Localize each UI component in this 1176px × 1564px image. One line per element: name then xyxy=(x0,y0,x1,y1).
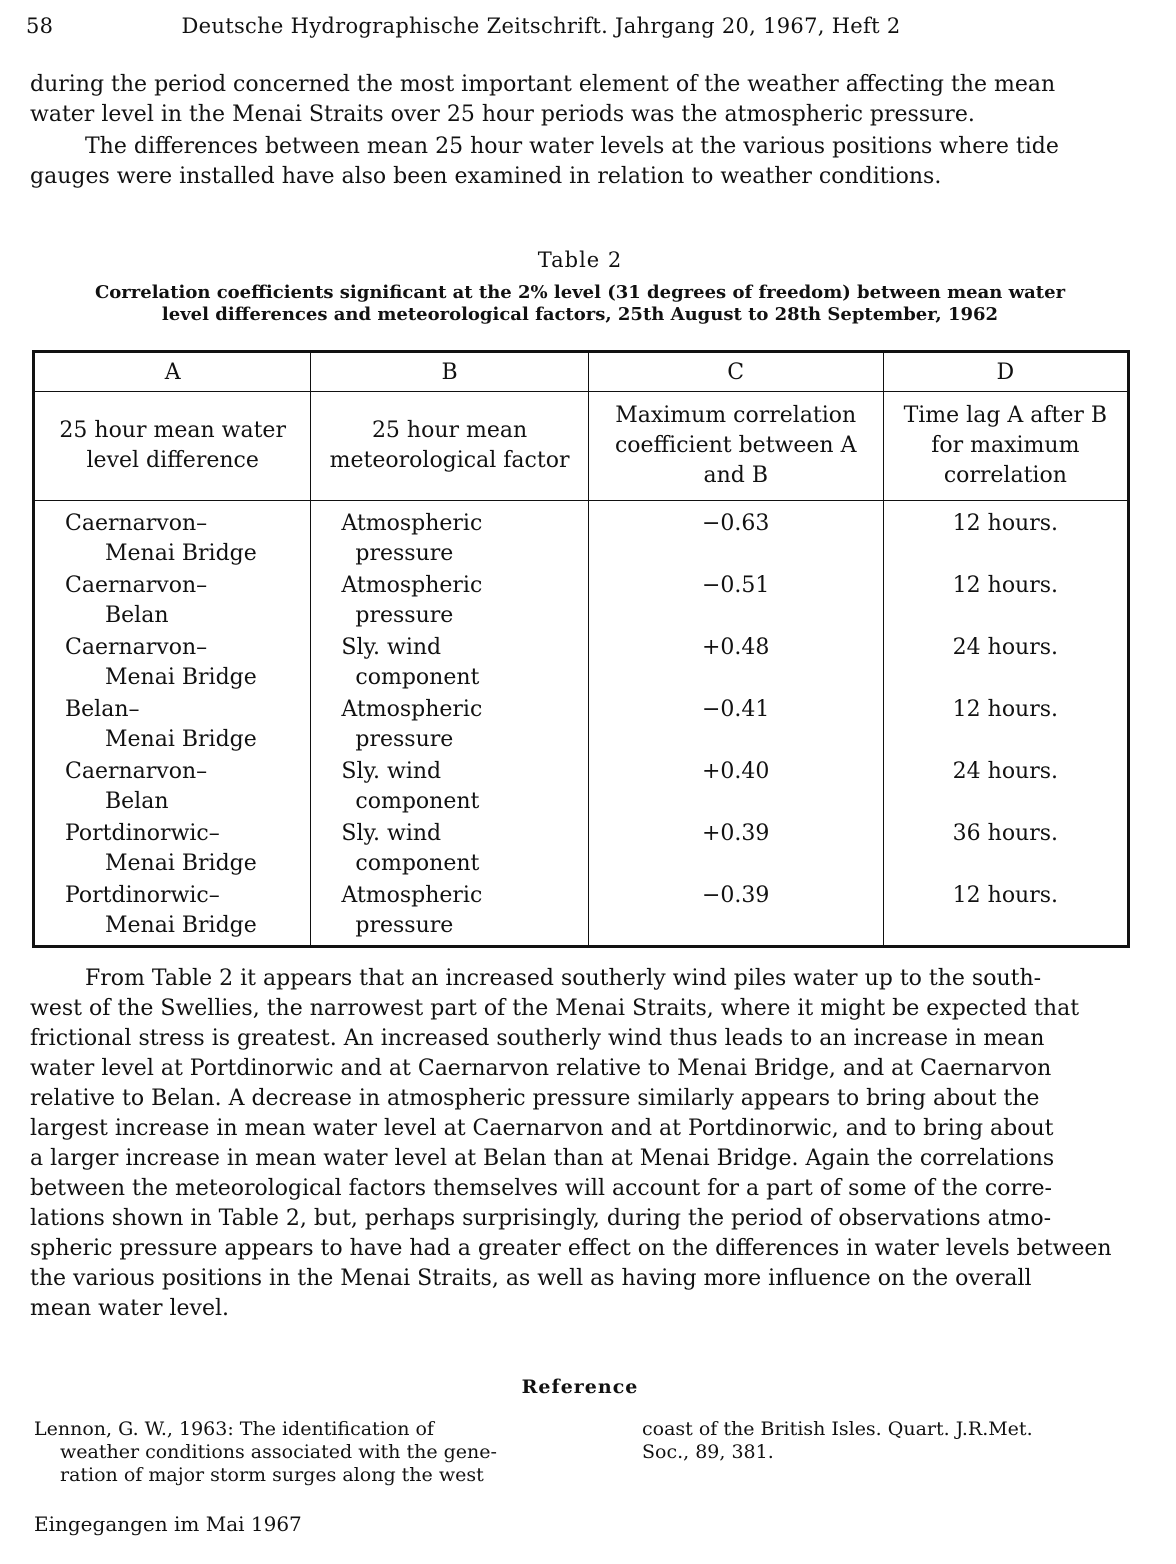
cell-correlation-coefficient xyxy=(588,501,883,571)
cell-text: 12 hours. xyxy=(952,573,1059,598)
text-line: a larger increase in mean water level at Belan than at Menai Bridge. Again the correlations xyxy=(30,1146,1055,1171)
cell-text: Atmospheric xyxy=(341,883,483,908)
cell-water-level-difference xyxy=(34,501,311,571)
cell-meteorological-factor xyxy=(311,818,588,880)
intro-paragraph-1 xyxy=(30,70,1130,130)
cell-meteorological-factor xyxy=(311,570,588,632)
cell-text: +0.48 xyxy=(702,635,770,660)
cell-water-level-difference xyxy=(34,756,311,818)
column-letter-a: A xyxy=(34,352,311,392)
cell-meteorological-factor xyxy=(311,694,588,756)
cell-correlation-coefficient xyxy=(588,818,883,880)
table-row xyxy=(34,501,1129,571)
reference-heading: Reference xyxy=(521,1376,639,1398)
column-header-a: 25 hour mean water level difference xyxy=(34,392,311,501)
cell-text: 12 hours. xyxy=(952,511,1059,536)
cell-text: pressure xyxy=(355,541,454,566)
cell-text: Atmospheric xyxy=(341,511,483,536)
cell-correlation-coefficient xyxy=(588,694,883,756)
cell-text: 12 hours. xyxy=(952,697,1059,722)
cell-text: +0.40 xyxy=(702,759,770,784)
cell-text: pressure xyxy=(355,727,454,752)
cell-text: 12 hours. xyxy=(952,883,1059,908)
text-line: lations shown in Table 2, but, perhaps surprisingly, during the period of observations atmo- xyxy=(30,1206,1052,1231)
cell-correlation-coefficient xyxy=(588,632,883,694)
column-letter-c: C xyxy=(588,352,883,392)
reference-line: weather conditions associated with the gene- xyxy=(60,1441,497,1463)
cell-text: Caernarvon– xyxy=(65,759,208,784)
reference-line: Soc., 89, 381. xyxy=(642,1441,774,1463)
text-line: between the meteorological factors themselves will account for a part of some of the corre- xyxy=(30,1176,1052,1201)
column-header-b: 25 hour mean meteorological factor xyxy=(311,392,588,501)
table-row xyxy=(34,570,1129,632)
cell-text: 36 hours. xyxy=(952,821,1059,846)
table-header-row xyxy=(34,392,1129,501)
table-body xyxy=(34,501,1129,947)
cell-text: component xyxy=(355,665,480,690)
cell-text: Atmospheric xyxy=(341,573,483,598)
text-line: relative to Belan. A decrease in atmospheric pressure similarly appears to bring about the xyxy=(30,1086,1040,1111)
column-letter-b: B xyxy=(311,352,588,392)
reference-line: Lennon, G. W., 1963: The identification of xyxy=(34,1418,434,1440)
cell-water-level-difference xyxy=(34,880,311,947)
cell-text: pressure xyxy=(355,913,454,938)
table-row xyxy=(34,694,1129,756)
cell-text: −0.39 xyxy=(702,883,770,908)
cell-text: Caernarvon– xyxy=(65,573,208,598)
table-row xyxy=(34,632,1129,694)
cell-text: 24 hours. xyxy=(952,759,1059,784)
cell-meteorological-factor xyxy=(311,880,588,947)
cell-text: Menai Bridge xyxy=(105,913,257,938)
text-line: The differences between mean 25 hour water levels at the various positions where tide xyxy=(85,134,1059,159)
cell-text: Menai Bridge xyxy=(105,851,257,876)
cell-time-lag xyxy=(883,756,1128,818)
intro-paragraph-2 xyxy=(30,132,1130,192)
body-paragraph xyxy=(30,964,1130,1324)
cell-time-lag xyxy=(883,501,1128,571)
cell-time-lag xyxy=(883,570,1128,632)
cell-text: Belan– xyxy=(65,697,140,722)
received-date: Eingegangen im Mai 1967 xyxy=(34,1512,302,1536)
cell-text: component xyxy=(355,851,480,876)
cell-time-lag xyxy=(883,632,1128,694)
cell-correlation-coefficient xyxy=(588,880,883,947)
cell-meteorological-factor xyxy=(311,756,588,818)
text-line: mean water level. xyxy=(30,1296,230,1321)
cell-text: pressure xyxy=(355,603,454,628)
table-row xyxy=(34,756,1129,818)
table-subtitle xyxy=(30,282,1130,326)
cell-text: Menai Bridge xyxy=(105,541,257,566)
cell-water-level-difference xyxy=(34,694,311,756)
text-line: the various positions in the Menai Straits, as well as having more influence on the overall xyxy=(30,1266,1032,1291)
cell-meteorological-factor xyxy=(311,632,588,694)
reference-line: coast of the British Isles. Quart. J.R.Met. xyxy=(642,1418,1033,1440)
cell-time-lag xyxy=(883,880,1128,947)
cell-text: Atmospheric xyxy=(341,697,483,722)
cell-text: Portdinorwic– xyxy=(65,821,220,846)
running-header xyxy=(26,14,956,38)
text-line: spheric pressure appears to have had a greater effect on the differences in water levels between xyxy=(30,1236,1112,1261)
column-header-c: Maximum correlation coefficient between A and B xyxy=(588,392,883,501)
reference-line: ration of major storm surges along the west xyxy=(60,1464,484,1486)
cell-text: −0.51 xyxy=(702,573,770,598)
text-line: water level at Portdinorwic and at Caernarvon relative to Menai Bridge, and at Caernarvon xyxy=(30,1056,1052,1081)
cell-correlation-coefficient xyxy=(588,756,883,818)
cell-time-lag xyxy=(883,694,1128,756)
table-letter-row xyxy=(34,352,1129,392)
cell-text: 24 hours. xyxy=(952,635,1059,660)
table-row xyxy=(34,818,1129,880)
table-subtitle-line: Correlation coefficients significant at the 2% level (31 degrees of freedom) between mean water xyxy=(94,282,1066,303)
cell-meteorological-factor xyxy=(311,501,588,571)
reference-left-column xyxy=(34,1418,582,1487)
cell-water-level-difference xyxy=(34,818,311,880)
cell-time-lag xyxy=(883,818,1128,880)
journal-title: Deutsche Hydrographische Zeitschrift. Jahrgang 20, 1967, Heft 2 xyxy=(181,14,901,38)
table-subtitle-line: level differences and meteorological factors, 25th August to 28th September, 1962 xyxy=(161,304,999,325)
table-row xyxy=(34,880,1129,947)
text-line: during the period concerned the most important element of the weather affecting the mean xyxy=(30,72,1056,97)
reference-right-column xyxy=(642,1418,1132,1464)
table-title: Table 2 xyxy=(537,248,623,272)
column-letter-d: D xyxy=(883,352,1128,392)
cell-text: Menai Bridge xyxy=(105,665,257,690)
text-line: frictional stress is greatest. An increased southerly wind thus leads to an increase in mean xyxy=(30,1026,1045,1051)
cell-text: +0.39 xyxy=(702,821,770,846)
cell-text: Sly. wind xyxy=(341,821,442,846)
text-line: water level in the Menai Straits over 25 hour periods was the atmospheric pressure. xyxy=(30,102,975,127)
cell-text: Caernarvon– xyxy=(65,511,208,536)
text-line: largest increase in mean water level at Caernarvon and at Portdinorwic, and to bring about xyxy=(30,1116,1054,1141)
cell-text: Sly. wind xyxy=(341,635,442,660)
cell-text: Sly. wind xyxy=(341,759,442,784)
cell-text: −0.41 xyxy=(702,697,770,722)
column-header-d: Time lag A after B for maximum correlation xyxy=(883,392,1128,501)
cell-text: Caernarvon– xyxy=(65,635,208,660)
cell-text: Portdinorwic– xyxy=(65,883,220,908)
cell-text: Belan xyxy=(105,789,169,814)
cell-text: component xyxy=(355,789,480,814)
cell-text: Belan xyxy=(105,603,169,628)
page-number: 58 xyxy=(26,14,54,38)
text-line: gauges were installed have also been examined in relation to weather conditions. xyxy=(30,164,942,189)
cell-water-level-difference xyxy=(34,632,311,694)
cell-correlation-coefficient xyxy=(588,570,883,632)
correlation-table xyxy=(32,350,1130,948)
text-line: From Table 2 it appears that an increased southerly wind piles water up to the south- xyxy=(85,966,1042,991)
cell-text: −0.63 xyxy=(702,511,770,536)
cell-text: Menai Bridge xyxy=(105,727,257,752)
cell-water-level-difference xyxy=(34,570,311,632)
text-line: west of the Swellies, the narrowest part of the Menai Straits, where it might be expected that xyxy=(30,996,1080,1021)
